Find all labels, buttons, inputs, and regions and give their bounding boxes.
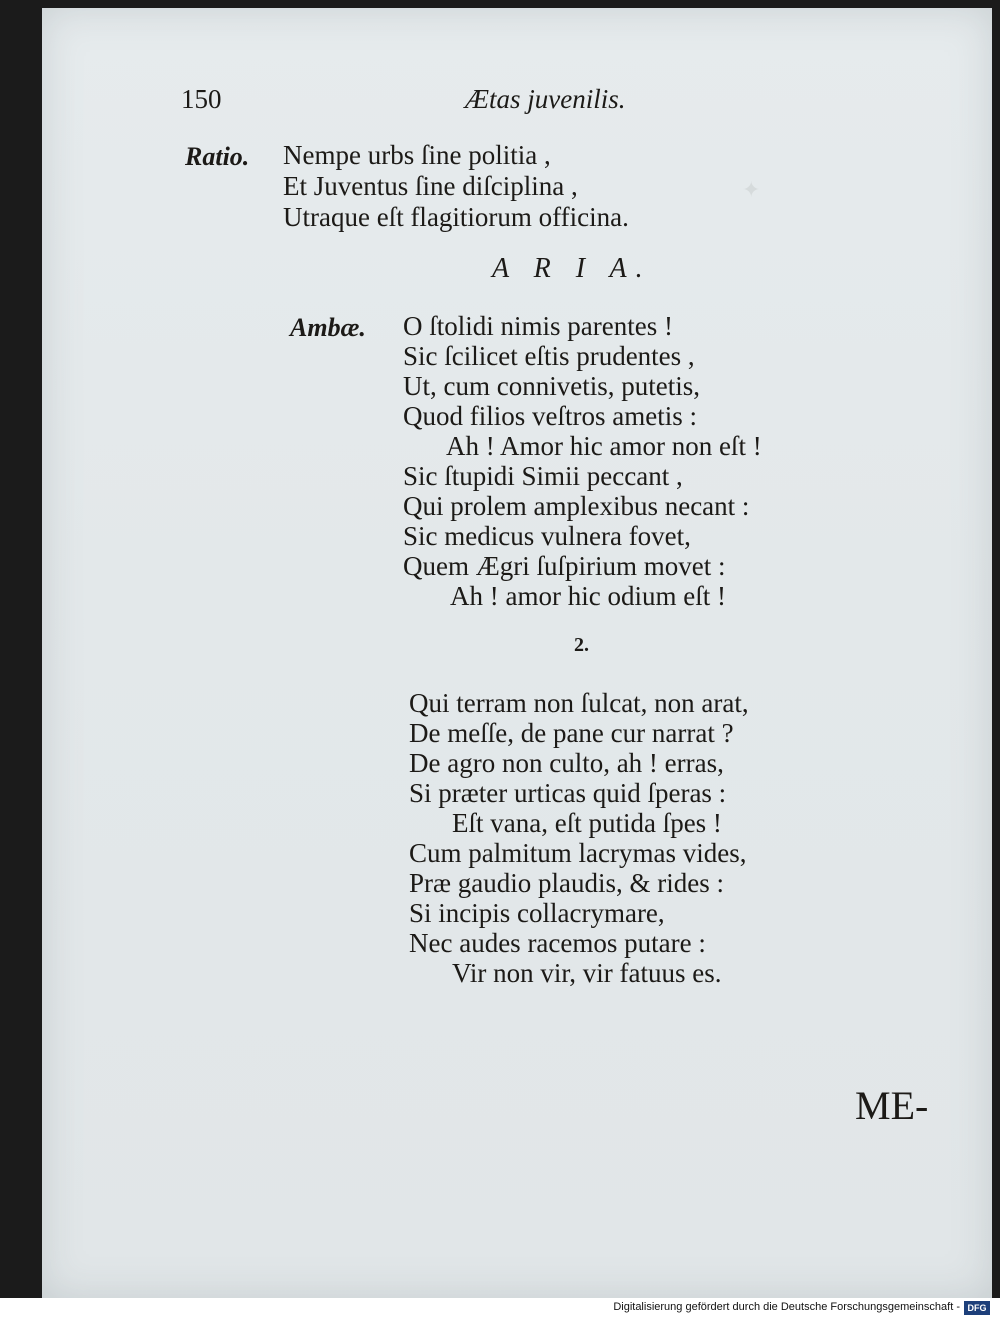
verse-line: De agro non culto, ah ! erras, xyxy=(409,748,724,778)
verse-line: Ut, cum connivetis, putetis, xyxy=(403,371,700,401)
verse-line: Sic ſcilicet eſtis prudentes , xyxy=(403,341,695,371)
verse-line: Si præter urticas quid ſperas : xyxy=(409,778,727,808)
running-title: Ætas juvenilis. xyxy=(465,84,626,114)
stanza-number: 2. xyxy=(574,634,589,656)
page-number: 150 xyxy=(181,84,222,114)
verse-line: Nec audes racemos putare : xyxy=(409,928,706,958)
verse-refrain: Ah ! Amor hic amor non eſt ! xyxy=(446,431,762,461)
speaker-ratio: Ratio. xyxy=(185,142,250,171)
verse-refrain: Ah ! amor hic odium eſt ! xyxy=(450,581,726,611)
bleed-through-mark: ✦ xyxy=(742,178,761,203)
verse-line: Sic ſtupidi Simii peccant , xyxy=(403,461,683,491)
verse-line: Quem Ægri ſuſpirium movet : xyxy=(403,551,726,581)
verse-refrain: Vir non vir, vir fatuus es. xyxy=(452,958,722,988)
verse-refrain: Eſt vana, eſt putida ſpes ! xyxy=(452,808,722,838)
speaker-ambae: Ambæ. xyxy=(290,313,366,342)
verse-line: Qui terram non ſulcat, non arat, xyxy=(409,688,749,718)
dfg-logo-icon: DFG xyxy=(964,1301,990,1315)
verse-line: De meſſe, de pane cur narrat ? xyxy=(409,718,734,748)
verse-line: Præ gaudio plaudis, & rides : xyxy=(409,868,724,898)
verse-line: Quod filios veſtros ametis : xyxy=(403,401,697,431)
verse-line: Qui prolem amplexibus necant : xyxy=(403,491,750,521)
catchword: ME- xyxy=(855,1083,929,1128)
aria-heading: A R I A. xyxy=(492,253,652,284)
verse-line: Et Juventus ſine diſciplina , xyxy=(283,171,578,201)
verse-line: Sic medicus vulnera fovet, xyxy=(403,521,691,551)
footer-bar xyxy=(0,1298,1000,1319)
verse-line: Cum palmitum lacrymas vides, xyxy=(409,838,747,868)
verse-line: O ſtolidi nimis parentes ! xyxy=(403,311,673,341)
verse-line: Nempe urbs ſine politia , xyxy=(283,140,551,170)
verse-line: Utraque eſt flagitiorum officina. xyxy=(283,202,629,232)
verse-line: Si incipis collacrymare, xyxy=(409,898,665,928)
funding-note: Digitalisierung gefördert durch die Deutsche Forschungsgemeinschaft - xyxy=(613,1301,960,1313)
